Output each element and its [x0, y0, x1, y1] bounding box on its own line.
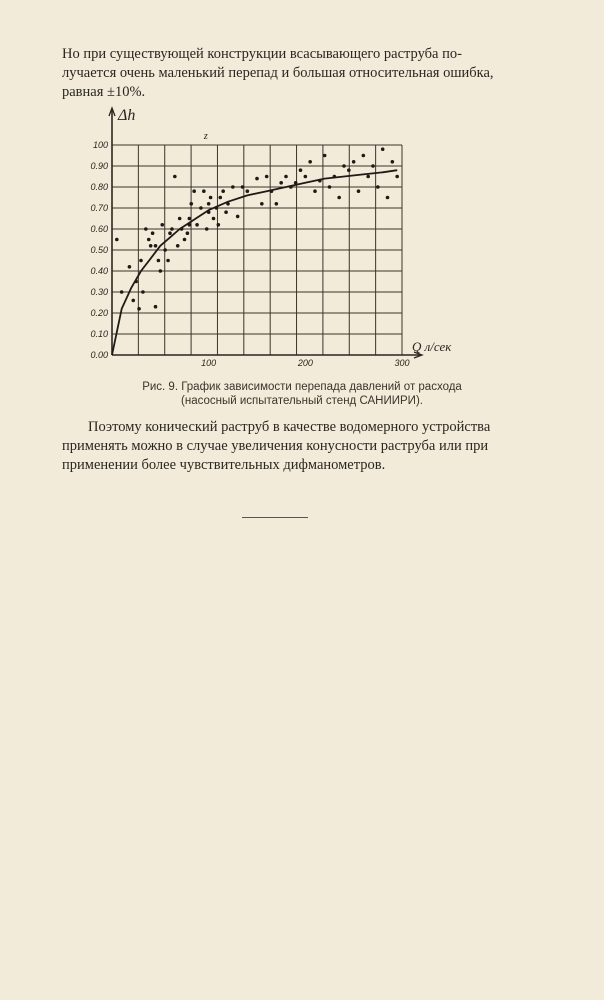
data-point — [199, 206, 203, 210]
data-point — [224, 210, 228, 214]
data-point — [236, 215, 240, 219]
data-point — [170, 227, 174, 231]
data-point — [386, 196, 390, 200]
y-tick-label: 0.90 — [90, 161, 108, 171]
data-point — [139, 259, 143, 263]
data-point — [255, 177, 259, 181]
data-point — [131, 299, 135, 303]
y-tick-label: 0.50 — [90, 245, 108, 255]
data-point — [212, 217, 216, 221]
y-tick-label: 0.80 — [90, 182, 108, 192]
paragraph-bottom — [62, 418, 528, 475]
y-tick-label: 0.60 — [90, 224, 108, 234]
data-point — [265, 175, 269, 179]
data-point — [241, 185, 245, 189]
data-point — [371, 164, 375, 168]
y-tick-label: 0.40 — [90, 266, 108, 276]
data-point — [299, 168, 303, 172]
data-point — [275, 202, 279, 206]
section-divider — [242, 517, 308, 518]
data-point — [218, 196, 222, 200]
data-point — [120, 290, 124, 294]
data-point — [395, 175, 399, 179]
paragraph-line: равная ±10%. — [62, 84, 146, 100]
data-point — [195, 223, 199, 227]
data-point — [160, 223, 164, 227]
x-axis-label: Q л/сек — [412, 339, 452, 354]
fitted-curve — [112, 170, 397, 355]
data-point — [115, 238, 119, 242]
data-point — [209, 196, 213, 200]
data-point — [137, 307, 141, 311]
data-point — [391, 160, 395, 164]
data-point — [279, 181, 283, 185]
data-point — [221, 189, 225, 193]
paragraph-top — [62, 45, 528, 102]
paragraph-line: лучается очень маленький перепад и большая относительная ошибка, — [62, 65, 494, 81]
x-tick-label: 100 — [201, 358, 217, 368]
data-point — [260, 202, 264, 206]
data-point — [186, 231, 190, 235]
data-point — [192, 189, 196, 193]
data-point — [207, 202, 211, 206]
data-point — [381, 147, 385, 151]
data-point — [246, 189, 250, 193]
data-point — [183, 238, 187, 242]
data-point — [149, 244, 153, 248]
x-tick-label: 300 — [394, 358, 410, 368]
data-point — [342, 164, 346, 168]
data-point — [144, 227, 148, 231]
data-point — [357, 189, 361, 193]
caption-line-2: (насосный испытательный стенд САНИИРИ). — [181, 395, 423, 407]
y-tick-label: 100 — [92, 140, 108, 150]
data-point — [205, 227, 209, 231]
data-point — [202, 189, 206, 193]
data-point — [128, 265, 132, 269]
y-tick-label: 0.20 — [90, 308, 108, 318]
data-point — [376, 185, 380, 189]
data-point — [347, 168, 351, 172]
data-point — [176, 244, 180, 248]
y-tick-label: 0.00 — [90, 350, 108, 360]
data-point — [151, 231, 155, 235]
paragraph-line: применять можно в случае увеличения конусности раструба или при — [62, 438, 489, 454]
data-point — [337, 196, 341, 200]
data-point — [159, 269, 163, 273]
x-tick-label: 200 — [297, 358, 313, 368]
data-point — [178, 217, 182, 221]
data-point — [284, 175, 288, 179]
data-point — [157, 259, 161, 263]
data-point — [304, 175, 308, 179]
y-tick-label: 0.30 — [90, 287, 108, 297]
data-point — [147, 238, 151, 242]
data-point — [154, 305, 158, 309]
data-point — [154, 244, 158, 248]
paragraph-line: применении более чувствительных дифманометров. — [62, 457, 386, 473]
paragraph-line: Но при существующей конструкции всасывающего раструба по- — [62, 46, 462, 62]
data-point — [308, 160, 312, 164]
data-point — [189, 202, 193, 206]
data-point — [173, 175, 177, 179]
data-point — [166, 259, 170, 263]
data-point — [323, 154, 327, 158]
pressure-drop-chart — [82, 100, 452, 375]
data-point — [328, 185, 332, 189]
y-tick-label: 0.10 — [90, 329, 108, 339]
paragraph-line: Поэтому конический раструб в качестве водомерного устройства — [88, 419, 491, 435]
data-point — [217, 223, 221, 227]
data-point — [231, 185, 235, 189]
data-point — [313, 189, 317, 193]
y-tick-label: 0.70 — [90, 203, 108, 213]
figure-caption — [60, 380, 544, 408]
data-point — [141, 290, 145, 294]
data-point — [366, 175, 370, 179]
data-point — [362, 154, 366, 158]
y-axis-label: Δh — [118, 107, 136, 124]
stray-mark: z — [203, 131, 208, 142]
data-point — [168, 231, 172, 235]
data-point — [163, 248, 167, 252]
data-point — [188, 217, 192, 221]
data-point — [352, 160, 356, 164]
caption-line-1: Рис. 9. График зависимости перепада давлений от расхода — [142, 381, 462, 393]
